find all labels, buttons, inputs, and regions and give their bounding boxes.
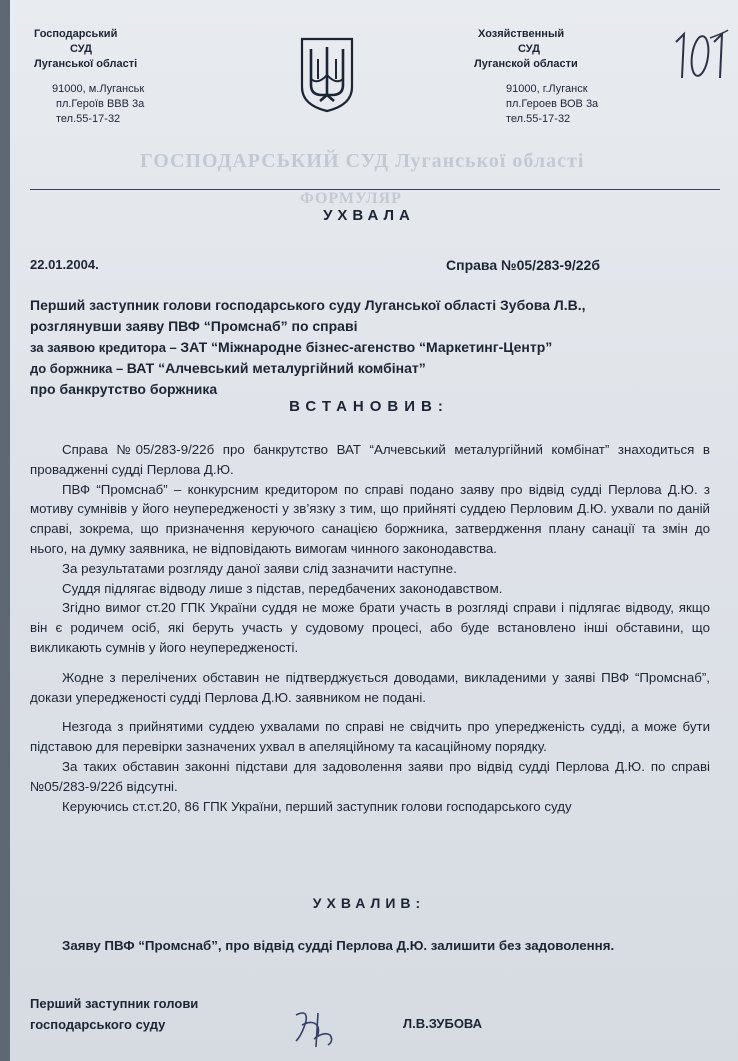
bleed-through-text: ГОСПОДАРСЬКИЙ СУД Луганської області [140,150,585,172]
body-paragraph: ПВФ “Промснаб” – конкурсним кредитором по справі подано заяву про відвід судді Перлова Д.Ю. з мотиву сумнівів у його неупередженості у зв’язку з тим, що прийняті суддею Перловим Д.Ю. ухвали по даній справі, зокрема, що призначення керуючого санацією боржника, затвердження плану санації та змін до нього, на думку заявника, не відповідають вимогам чинного законодавства. [30,481,710,556]
intro-block [30,295,710,400]
document-date: 22.01.2004. [30,257,99,272]
signatory-title: Перший заступник голови [30,996,199,1011]
court-header-left [34,27,144,127]
bleed-through-text: ФОРМУЛЯР [300,190,402,207]
case-number: Справа №05/283-9/22б [446,257,600,273]
intro-line: розглянувши заяву ПВФ “Промснаб” по справі [30,318,358,334]
header-right-phone: тел.55-17-32 [506,113,571,125]
intro-line [30,358,710,379]
header-right-line1: Хозяйственный [478,28,565,40]
body-paragraph: Справа №05/283-9/22б про банкрутство ВАТ “Алчевський металургійний комбінат” знаходиться в провадженні судді Перлова Д.Ю. [30,442,710,477]
resolution-text: Заяву ПВФ “Промснаб”, про відвід судді Перлова Д.Ю. залишити без задоволення. [62,938,615,953]
header-right-square: пл.Героев ВОВ 3а [506,98,599,110]
header-divider [30,189,720,190]
handwritten-signature [288,1005,348,1050]
handwritten-page-number [670,28,730,83]
intro-line: Перший заступник голови господарського суду Луганської області Зубова Л.В., [30,297,586,313]
court-header-right [474,27,598,127]
header-left-line1: Господарський [34,28,118,40]
body-paragraph: Суддя підлягає відводу лише з підстав, передбачених законодавством. [62,580,503,596]
intro-line: про банкрутство боржника [30,381,218,397]
header-right-address: 91000, г.Луганск [506,83,588,95]
trident-emblem-icon [298,35,356,113]
resolved-heading: УХВАЛИВ: [312,895,426,911]
intro-label: до боржника – [30,361,127,376]
debtor-name: ВАТ “Алчевський металургійний комбінат” [126,360,426,376]
header-left-phone: тел.55-17-32 [56,113,121,125]
body-paragraph: За таких обставин законні підстави для задоволення заяви про відвід судді Перлова Д.Ю. по справі №05/283-9/22б відсутні. [30,758,710,794]
body-paragraph: Згідно вимог ст.20 ГПК України суддя не може брати участь в розгляді справи і підлягає відводу, якщо він є родичем осіб, які беруть участь у судовому процесі, або буде встановлено інші обставини, що викликають сумнів у його неупередженості. [30,600,710,655]
header-right-line3: Луганской области [474,58,578,70]
header-left-square: пл.Героїв ВВВ 3а [56,98,145,110]
header-left-address: 91000, м.Луганськ [52,83,145,95]
body-paragraph: Керуючись ст.ст.20, 86 ГПК України, перший заступник голови господарського суду [62,798,572,814]
header-right-line2: СУД [518,43,540,55]
header-left-line2: СУД [70,43,92,55]
established-heading: ВСТАНОВИВ: [289,398,449,415]
creditor-name: ЗАТ “Міжнародне бізнес-агенство “Маркетинг-Центр” [180,339,553,355]
body-paragraph: Незгода з прийнятими суддею ухвалами по справі не свідчить про упередженість судді, а може бути підставою для перевірки зазначених ухвал в апеляційному та касаційному порядку. [30,719,710,755]
body-paragraph: Жодне з перелічених обставин не підтверджується доводами, викладеними у заяві ПВФ “Промснаб”, докази упередженості судді Перлова Д.Ю. заявником не подані. [30,669,710,705]
header-left-line3: Луганської області [34,58,138,70]
signatory-court: господарського суду [30,1017,166,1032]
body-paragraph: За результатами розгляду даної заяви слід зазначити наступне. [62,560,457,576]
signature-block [30,993,198,1035]
signatory-name: Л.В.ЗУБОВА [403,1016,483,1031]
document-body [30,440,710,816]
intro-line [30,337,710,358]
document-title: УХВАЛА [323,207,415,224]
intro-label: за заявою кредитора – [30,340,181,355]
